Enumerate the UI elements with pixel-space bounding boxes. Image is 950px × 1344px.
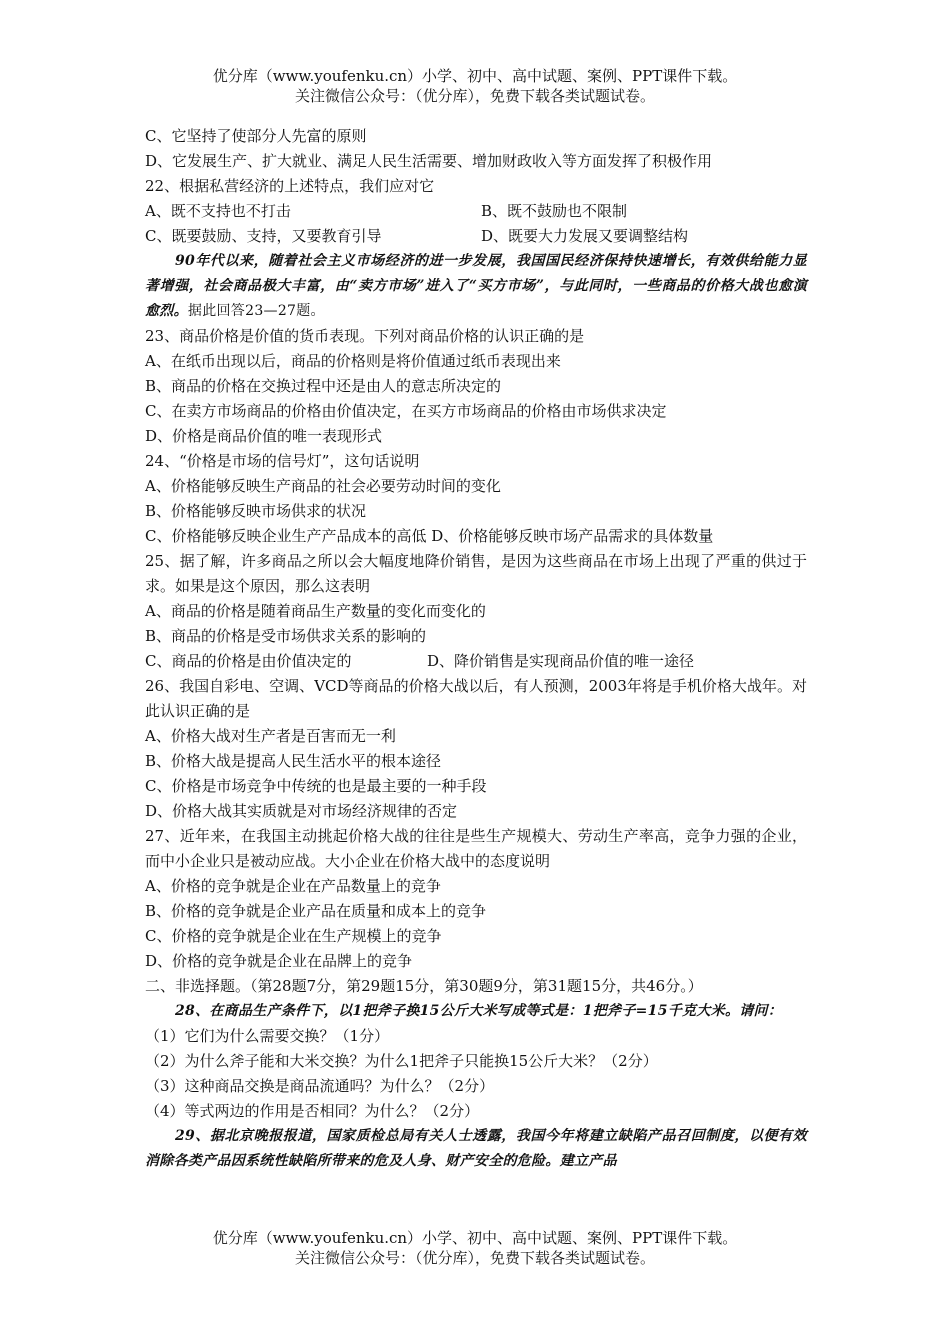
footer-line-1: 优分库（www.youfenku.cn）小学、初中、高中试题、案例、PPT课件下载。 — [212, 1229, 738, 1247]
option-d-22: D、既要大力发展又要调整结构 — [481, 227, 689, 245]
options-22-ab — [145, 199, 807, 224]
question-27: 27、近年来，在我国主动挑起价格大战的往往是些生产规模大、劳动生产率高，竞争力强的企业，而中小企业只是被动应战。大小企业在价格大战中的态度说明 — [145, 827, 807, 870]
question-25: 25、据了解，许多商品之所以会大幅度地降价销售，是因为这些商品在市场上出现了严重的供过于求。如果是这个原因，那么这表明 — [145, 552, 807, 595]
question-26: 26、我国自彩电、空调、VCD等商品的价格大战以后，有人预测，2003年将是手机价格大战年。对此认识正确的是 — [145, 677, 807, 720]
page-header — [0, 66, 950, 106]
option-d-27: D、价格的竞争就是企业在品牌上的竞争 — [145, 952, 413, 970]
options-24-cd: C、价格能够反映企业生产产品成本的高低 D、价格能够反映市场产品需求的具体数量 — [145, 527, 714, 545]
options-25-cd — [145, 649, 807, 674]
option-c-23: C、在卖方市场商品的价格由价值决定，在买方市场商品的价格由市场供求决定 — [145, 402, 667, 420]
header-line-1: 优分库（www.youfenku.cn）小学、初中、高中试题、案例、PPT课件下载。 — [212, 67, 738, 85]
footer-line-2: 关注微信公众号：（优分库），免费下载各类试题试卷。 — [294, 1249, 655, 1267]
option-b-23: B、商品的价格在交换过程中还是由人的意志所决定的 — [145, 377, 502, 395]
option-d-25: D、降价销售是实现商品价值的唯一途径 — [427, 652, 695, 670]
question-28-part-1: （1）它们为什么需要交换？（1分） — [145, 1027, 390, 1045]
option-b-22: B、既不鼓励也不限制 — [481, 202, 628, 220]
question-23: 23、商品价格是价值的货币表现。下列对商品价格的认识正确的是 — [145, 327, 585, 345]
question-28-part-3: （3）这种商品交换是商品流通吗？为什么？（2分） — [145, 1077, 495, 1095]
option-b-27: B、价格的竞争就是企业产品在质量和成本上的竞争 — [145, 902, 487, 920]
question-24: 24、“价格是市场的信号灯”，这句话说明 — [145, 452, 420, 470]
question-28: 28、在商品生产条件下，以1把斧子换15公斤大米写成等式是：1把斧子=15千克大米。请问： — [175, 1003, 783, 1019]
option-a-23: A、在纸币出现以后，商品的价格则是将价值通过纸币表现出来 — [145, 352, 561, 370]
option-d-26: D、价格大战其实质就是对市场经济规律的否定 — [145, 802, 458, 820]
option-a-27: A、价格的竞争就是企业在产品数量上的竞争 — [145, 877, 441, 895]
section-2-heading: 二、非选择题。（第28题7分，第29题15分，第30题9分，第31题15分，共46分。） — [145, 977, 703, 995]
question-22: 22、根据私营经济的上述特点，我们应对它 — [145, 177, 435, 195]
material-intro-tail: 据此回答23—27题。 — [187, 303, 325, 319]
option-c-21: C、它坚持了使部分人先富的原则 — [145, 127, 367, 145]
option-c-27: C、价格的竞争就是企业在生产规模上的竞争 — [145, 927, 442, 945]
option-b-25: B、商品的价格是受市场供求关系的影响的 — [145, 627, 427, 645]
option-b-24: B、价格能够反映市场供求的状况 — [145, 502, 367, 520]
page-footer — [0, 1228, 950, 1268]
document-body — [145, 124, 807, 1174]
option-d-21: D、它发展生产、扩大就业、满足人民生活需要、增加财政收入等方面发挥了积极作用 — [145, 152, 713, 170]
option-c-25: C、商品的价格是由价值决定的 — [145, 652, 352, 670]
option-a-25: A、商品的价格是随着商品生产数量的变化而变化的 — [145, 602, 486, 620]
option-d-23: D、价格是商品价值的唯一表现形式 — [145, 427, 383, 445]
question-28-part-4: （4）等式两边的作用是否相同？为什么？（2分） — [145, 1102, 480, 1120]
option-a-22: A、既不支持也不打击 — [145, 202, 291, 220]
options-22-cd — [145, 224, 807, 249]
question-29: 29、据北京晚报报道，国家质检总局有关人士透露，我国今年将建立缺陷产品召回制度，以便有效消除各类产品因系统性缺陷所带来的危及人身、财产安全的危险。建立产品 — [145, 1128, 807, 1169]
option-a-26: A、价格大战对生产者是百害而无一利 — [145, 727, 396, 745]
question-28-part-2: （2）为什么斧子能和大米交换？为什么1把斧子只能换15公斤大米？（2分） — [145, 1052, 658, 1070]
option-a-24: A、价格能够反映生产商品的社会必要劳动时间的变化 — [145, 477, 501, 495]
material-intro-text: 90年代以来，随着社会主义市场经济的进一步发展，我国国民经济保持快速增长，有效供给能力显著增强，社会商品极大丰富，由“卖方市场”进入了“买方市场”，与此同时，一些商品的价格大战也愈演愈烈。 — [145, 253, 807, 319]
option-b-26: B、价格大战是提高人民生活水平的根本途径 — [145, 752, 442, 770]
header-line-2: 关注微信公众号：（优分库），免费下载各类试题试卷。 — [294, 87, 655, 105]
option-c-26: C、价格是市场竞争中传统的也是最主要的一种手段 — [145, 777, 487, 795]
material-intro-23-27 — [145, 249, 807, 324]
option-c-22: C、既要鼓励、支持，又要教育引导 — [145, 227, 382, 245]
